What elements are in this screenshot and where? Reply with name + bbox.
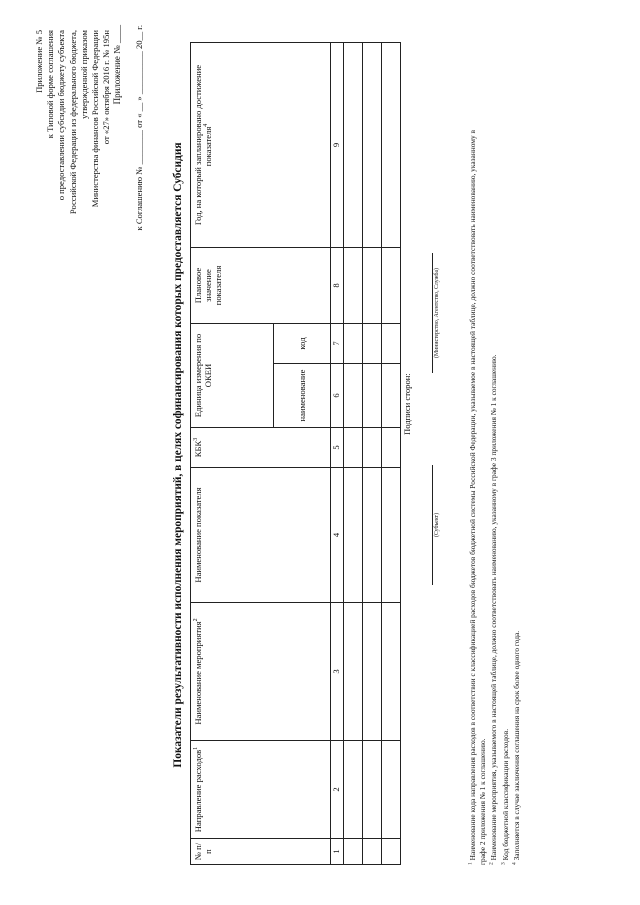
table-cell[interactable]	[344, 248, 363, 324]
header-kbk: КБК$^3$	[191, 428, 331, 468]
table-cell[interactable]	[344, 468, 363, 603]
table-cell[interactable]	[382, 43, 401, 248]
table-cell[interactable]	[344, 741, 363, 839]
approval-line: к Типовой форме соглашения	[45, 30, 56, 139]
table-cell[interactable]	[382, 741, 401, 839]
header-activity-name: Наименование мероприятия$^2$	[191, 603, 331, 741]
agreement-reference: к Соглашению № ________ от « __ » __________ 20__ г.	[134, 25, 144, 231]
approval-line: от «27» октября 2016 г. № 195н	[101, 30, 112, 145]
table-cell[interactable]	[363, 428, 382, 468]
approval-line: Российской Федерации из федерального бюджета,	[67, 30, 78, 215]
table-cell[interactable]	[344, 324, 363, 364]
signature-line-subject: (Субъект)	[432, 465, 440, 585]
table-cell[interactable]	[344, 839, 363, 865]
table-row	[363, 43, 382, 865]
table-cell[interactable]	[382, 324, 401, 364]
header-unit-name: наименование	[274, 364, 331, 428]
column-number: 2	[331, 741, 344, 839]
table-cell[interactable]	[382, 428, 401, 468]
column-number: 3	[331, 603, 344, 741]
indicators-table	[190, 42, 401, 865]
table-row	[344, 43, 363, 865]
header-planned-value: Плановое значение показателя	[191, 248, 331, 324]
footnote: $^4$ Заполняется в случае заключения соглашения на срок более одного года.	[511, 630, 521, 865]
table-row	[382, 43, 401, 865]
header-indicator-name: Наименование показателя	[191, 468, 331, 603]
column-number: 1	[331, 839, 344, 865]
approval-line: Министерства финансов Российской Федерации	[90, 30, 101, 208]
approval-block	[34, 30, 112, 265]
signatures-label: Подписи сторон:	[402, 373, 412, 435]
table-cell[interactable]	[382, 468, 401, 603]
approval-line: Приложение № 5	[34, 30, 44, 93]
column-number: 6	[331, 364, 344, 428]
header-expense-direction: Направление расходов$^1$	[191, 741, 331, 839]
header-target-year: Год, на который запланировано достижение показателя$^4$	[191, 43, 331, 248]
header-number: № п/п	[191, 839, 331, 865]
header-unit-code: код	[274, 324, 331, 364]
table-cell[interactable]	[363, 839, 382, 865]
table-cell[interactable]	[382, 839, 401, 865]
table-cell[interactable]	[382, 603, 401, 741]
column-number: 4	[331, 468, 344, 603]
table-cell[interactable]	[382, 364, 401, 428]
table-cell[interactable]	[363, 364, 382, 428]
column-numbers-row	[331, 43, 344, 865]
footnote: $^3$ Код бюджетной классификации расходов.	[500, 728, 510, 865]
table-cell[interactable]	[363, 603, 382, 741]
signature-line-ministry: (Министерство, Агентство, Служба)	[432, 253, 440, 373]
table-cell[interactable]	[344, 603, 363, 741]
table-cell[interactable]	[363, 741, 382, 839]
column-number: 5	[331, 428, 344, 468]
header-unit-okei: Единица измерения по ОКЕИ	[191, 324, 274, 428]
table-cell[interactable]	[344, 43, 363, 248]
column-number: 9	[331, 43, 344, 248]
table-cell[interactable]	[344, 428, 363, 468]
appendix-number: Приложение № ____	[112, 25, 122, 105]
table-cell[interactable]	[363, 324, 382, 364]
footnote: $^2$ Наименование мероприятия, указываемого в настоящей таблице, должно соответствовать наименованию, указанному в графе 3 приложения № 1 к соглашению.	[488, 354, 499, 865]
column-number: 8	[331, 248, 344, 324]
table-cell[interactable]	[363, 248, 382, 324]
table-cell[interactable]	[363, 468, 382, 603]
approval-line: утвержденной приказом	[78, 30, 89, 119]
footnotes	[468, 125, 523, 865]
table-cell[interactable]	[382, 248, 401, 324]
document-title: Показатели результативности исполнения мероприятий, в целях софинансирования которых предоставляется Субсидия	[172, 142, 184, 768]
approval-line: о предоставлении субсидии бюджету субъекта	[56, 30, 67, 201]
column-number: 7	[331, 324, 344, 364]
table-cell[interactable]	[363, 43, 382, 248]
footnote: $^1$ Наименование кода направления расходов в соответствии с классификацией расходов бюджетов бюджетной системы Российской Федерации, указываемое в настоящей таблице, должно соответствовать наименованию, указанному в графе 2 приложения № 1 к соглашению.	[467, 130, 488, 865]
table-cell[interactable]	[344, 364, 363, 428]
